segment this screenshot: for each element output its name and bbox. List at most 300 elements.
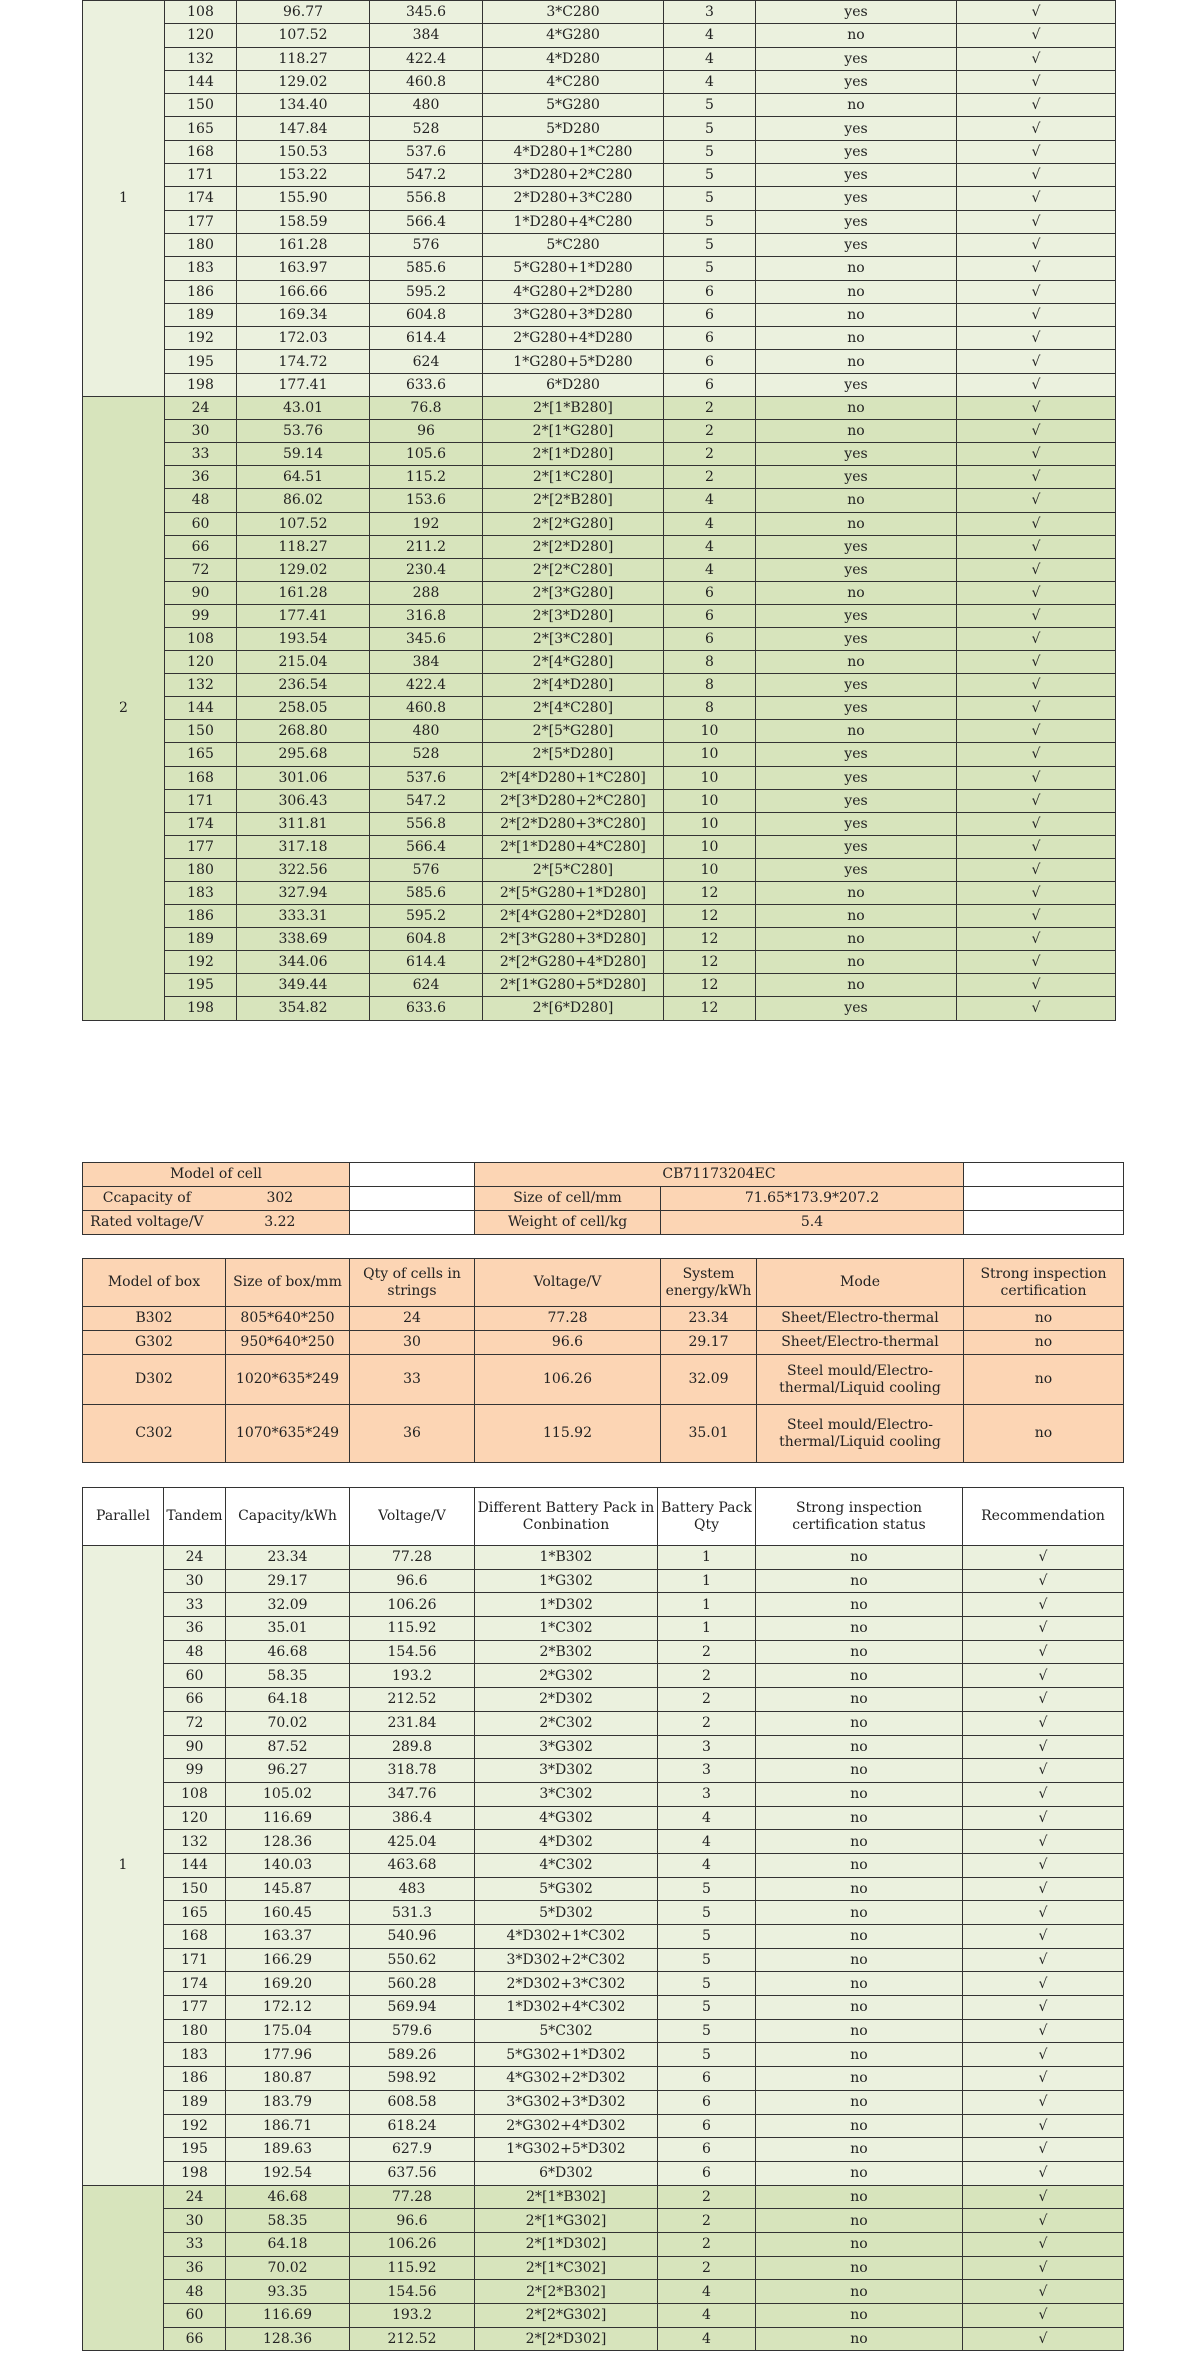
table-cell: √ — [957, 70, 1116, 93]
table-cell: 3 — [664, 1, 756, 24]
table-cell: √ — [957, 373, 1116, 396]
table-cell: √ — [957, 905, 1116, 928]
table-cell: 33 — [164, 2232, 226, 2256]
table-cell: 189 — [165, 928, 237, 951]
table-cell: 2*G280+4*D280 — [483, 327, 664, 350]
table-cell: 163.37 — [226, 1925, 350, 1949]
table-cell: 70.02 — [226, 1711, 350, 1735]
table-cell: 4 — [658, 2327, 756, 2351]
table-cell: 1*D302+4*C302 — [475, 1996, 658, 2020]
table-cell: 2 — [664, 443, 756, 466]
table-cell: 30 — [165, 420, 237, 443]
table-cell: 132 — [165, 47, 237, 70]
table-cell: 6 — [658, 2067, 756, 2091]
table-cell: √ — [957, 951, 1116, 974]
table-cell: no — [756, 905, 957, 928]
table-row — [83, 674, 1116, 697]
table-cell: 1*G280+5*D280 — [483, 350, 664, 373]
table-cell: yes — [756, 858, 957, 881]
table-cell: 183 — [165, 257, 237, 280]
column-header: Capacity/kWh — [226, 1488, 350, 1546]
table-cell: 161.28 — [237, 581, 370, 604]
parallel-group-cell: 1 — [83, 1546, 164, 2186]
box-row — [83, 1355, 1124, 1405]
table-cell: 569.94 — [350, 1996, 475, 2020]
table-row — [83, 1853, 1124, 1877]
table-cell: √ — [963, 2138, 1124, 2162]
table-cell: no — [756, 1569, 963, 1593]
table-row — [83, 512, 1116, 535]
table-row — [83, 858, 1116, 881]
table-cell: 480 — [370, 94, 483, 117]
table-cell: 2*C302 — [475, 1711, 658, 1735]
table-cell: √ — [957, 835, 1116, 858]
table-cell: 129.02 — [237, 70, 370, 93]
table-cell: 30 — [350, 1331, 475, 1355]
table-cell: 192 — [165, 327, 237, 350]
table-cell: 168 — [165, 140, 237, 163]
table-cell: 105.6 — [370, 443, 483, 466]
table-cell: 6 — [664, 604, 756, 627]
table-cell: no — [964, 1307, 1124, 1331]
table-cell: 5*G280 — [483, 94, 664, 117]
table-row — [83, 257, 1116, 280]
table-row — [83, 443, 1116, 466]
table-cell: 579.6 — [350, 2019, 475, 2043]
table-cell: 2*G302 — [475, 1664, 658, 1688]
table-cell: 2*D280+3*C280 — [483, 187, 664, 210]
table-cell: √ — [957, 420, 1116, 443]
column-header: System energy/kWh — [661, 1259, 757, 1307]
table-cell: 24 — [350, 1307, 475, 1331]
table-cell: yes — [756, 766, 957, 789]
table-row — [83, 2138, 1124, 2162]
table-cell: yes — [756, 466, 957, 489]
table-row — [83, 1640, 1124, 1664]
table-cell: 322.56 — [237, 858, 370, 881]
table-cell: 604.8 — [370, 928, 483, 951]
table-cell: √ — [957, 257, 1116, 280]
table-cell: 633.6 — [370, 997, 483, 1020]
table-row — [83, 70, 1116, 93]
table-cell: no — [756, 489, 957, 512]
table-row — [83, 535, 1116, 558]
table-cell: no — [756, 2138, 963, 2162]
table-cell: √ — [957, 466, 1116, 489]
table-cell: √ — [957, 140, 1116, 163]
table-cell: no — [756, 303, 957, 326]
table-cell: 585.6 — [370, 882, 483, 905]
table-cell: yes — [756, 1, 957, 24]
table-cell: 2*[1*D302] — [475, 2232, 658, 2256]
table-cell: 1 — [658, 1569, 756, 1593]
table-row — [83, 2090, 1124, 2114]
table-cell: 460.8 — [370, 697, 483, 720]
table-cell: √ — [957, 535, 1116, 558]
table-cell: 174 — [165, 812, 237, 835]
table-cell: 5 — [658, 1901, 756, 1925]
table-cell: 33 — [350, 1355, 475, 1405]
table-cell: 60 — [165, 512, 237, 535]
table-cell: 5 — [664, 94, 756, 117]
table-cell: no — [756, 2304, 963, 2328]
table-cell: Steel mould/Electro-thermal/Liquid cooling — [757, 1405, 964, 1463]
column-header: Tandem — [164, 1488, 226, 1546]
table-cell: √ — [957, 327, 1116, 350]
table-cell: 333.31 — [237, 905, 370, 928]
table-cell: 3 — [658, 1782, 756, 1806]
table-cell: 288 — [370, 581, 483, 604]
table-cell: 154.56 — [350, 1640, 475, 1664]
table-cell: 1020*635*249 — [226, 1355, 350, 1405]
table-cell: 174 — [165, 187, 237, 210]
table-cell: 2 — [658, 1640, 756, 1664]
table-cell: 77.28 — [350, 2185, 475, 2209]
table-cell: 589.26 — [350, 2043, 475, 2067]
table-cell: 2 — [658, 2232, 756, 2256]
cell-size-value: 71.65*173.9*207.2 — [661, 1187, 964, 1211]
table-cell: 301.06 — [237, 766, 370, 789]
table-cell: 608.58 — [350, 2090, 475, 2114]
cell-weight-label: Weight of cell/kg — [475, 1211, 661, 1235]
table-cell: √ — [957, 974, 1116, 997]
table-row — [83, 1925, 1124, 1949]
table-cell: yes — [756, 535, 957, 558]
table-cell: 66 — [165, 535, 237, 558]
table-cell: 316.8 — [370, 604, 483, 627]
table-cell: no — [756, 720, 957, 743]
table-cell: 172.03 — [237, 327, 370, 350]
table-cell: no — [964, 1405, 1124, 1463]
table-cell: no — [756, 1972, 963, 1996]
table-cell: yes — [756, 604, 957, 627]
table-cell: √ — [957, 489, 1116, 512]
table-cell: 2*[1*D280+4*C280] — [483, 835, 664, 858]
table-cell: √ — [963, 1830, 1124, 1854]
table-cell: 108 — [165, 1, 237, 24]
table-cell: √ — [963, 2043, 1124, 2067]
table-cell: √ — [963, 1901, 1124, 1925]
table-row — [83, 117, 1116, 140]
table-cell: 86.02 — [237, 489, 370, 512]
table-cell: yes — [756, 812, 957, 835]
table-cell: 4 — [658, 1853, 756, 1877]
table-cell: √ — [957, 443, 1116, 466]
table-cell: 183 — [164, 2043, 226, 2067]
table-cell: 805*640*250 — [226, 1307, 350, 1331]
table-cell: 155.90 — [237, 187, 370, 210]
table-cell: 134.40 — [237, 94, 370, 117]
table-cell: 318.78 — [350, 1759, 475, 1783]
table-cell: √ — [957, 651, 1116, 674]
table-cell: 150 — [165, 94, 237, 117]
column-header: Recommendation — [963, 1488, 1124, 1546]
table-cell: 6 — [664, 280, 756, 303]
table-cell: 23.34 — [661, 1307, 757, 1331]
table-cell: 531.3 — [350, 1901, 475, 1925]
table-cell: 192 — [164, 2114, 226, 2138]
table-cell: 2*[3*G280+3*D280] — [483, 928, 664, 951]
battery-combination-table-302 — [82, 1487, 1124, 2351]
table-cell: 598.92 — [350, 2067, 475, 2091]
table-cell: 212.52 — [350, 1688, 475, 1712]
table-cell: 422.4 — [370, 47, 483, 70]
table-cell: 99 — [164, 1759, 226, 1783]
table-row — [83, 812, 1116, 835]
table-row — [83, 905, 1116, 928]
table-cell: yes — [756, 210, 957, 233]
table-cell: √ — [957, 397, 1116, 420]
table-cell: 169.34 — [237, 303, 370, 326]
table-cell: 4 — [658, 1830, 756, 1854]
table-cell: 2*[2*D280] — [483, 535, 664, 558]
table-cell: 174.72 — [237, 350, 370, 373]
table-cell: √ — [957, 94, 1116, 117]
table-cell: 10 — [664, 720, 756, 743]
table-cell: 93.35 — [226, 2280, 350, 2304]
table-cell: yes — [756, 70, 957, 93]
table-cell: √ — [963, 2090, 1124, 2114]
table-row — [83, 1901, 1124, 1925]
table-cell: √ — [957, 997, 1116, 1020]
table-cell: 344.06 — [237, 951, 370, 974]
table-cell: √ — [963, 1664, 1124, 1688]
table-row — [83, 558, 1116, 581]
table-cell: G302 — [83, 1331, 226, 1355]
table-cell: 2*[2*C280] — [483, 558, 664, 581]
table-row — [83, 2327, 1124, 2351]
table-cell: 72 — [164, 1711, 226, 1735]
table-cell: Steel mould/Electro-thermal/Liquid cooling — [757, 1355, 964, 1405]
table-cell: B302 — [83, 1307, 226, 1331]
table-row — [83, 1830, 1124, 1854]
table-row — [83, 928, 1116, 951]
table-row — [83, 24, 1116, 47]
table-cell: 192.54 — [226, 2161, 350, 2185]
table-cell: 295.68 — [237, 743, 370, 766]
table-cell: 2 — [658, 2209, 756, 2233]
table-cell: 198 — [165, 373, 237, 396]
table-cell: √ — [957, 117, 1116, 140]
table-cell: 5*C280 — [483, 233, 664, 256]
box-row — [83, 1405, 1124, 1463]
table-cell: √ — [957, 350, 1116, 373]
box-header-row — [83, 1259, 1124, 1307]
table-row — [83, 2067, 1124, 2091]
table-cell: √ — [957, 674, 1116, 697]
table-cell: 150.53 — [237, 140, 370, 163]
table-cell: 174 — [164, 1972, 226, 1996]
table-cell: 4*G302+2*D302 — [475, 2067, 658, 2091]
table-cell: 171 — [164, 1948, 226, 1972]
table-cell: √ — [957, 928, 1116, 951]
table-row — [83, 327, 1116, 350]
table-cell: √ — [963, 2304, 1124, 2328]
table-row — [83, 140, 1116, 163]
table-cell: D302 — [83, 1355, 226, 1405]
table-cell: 637.56 — [350, 2161, 475, 2185]
table-row — [83, 2209, 1124, 2233]
table-cell: 106.26 — [475, 1355, 661, 1405]
table-cell: 6 — [664, 303, 756, 326]
table-cell: 6 — [664, 627, 756, 650]
table-row — [83, 397, 1116, 420]
table-row — [83, 210, 1116, 233]
table-cell: 180 — [165, 233, 237, 256]
table-cell: 2*B302 — [475, 1640, 658, 1664]
parallel-group-cell: 1 — [83, 1, 165, 397]
box-row — [83, 1307, 1124, 1331]
table-cell: no — [756, 882, 957, 905]
table-cell: 193.2 — [350, 2304, 475, 2328]
table-cell: 180 — [165, 858, 237, 881]
table-cell: 614.4 — [370, 951, 483, 974]
table-cell: 186.71 — [226, 2114, 350, 2138]
box-row — [83, 1331, 1124, 1355]
table-cell: 154.56 — [350, 2280, 475, 2304]
table-cell: yes — [756, 697, 957, 720]
table-cell: 24 — [165, 397, 237, 420]
table-row — [83, 2114, 1124, 2138]
table-cell: no — [756, 1901, 963, 1925]
table-row — [83, 651, 1116, 674]
table-cell: 4 — [658, 2304, 756, 2328]
table-cell: 6 — [664, 373, 756, 396]
table-cell: 3*C280 — [483, 1, 664, 24]
table-cell: 59.14 — [237, 443, 370, 466]
table-cell: no — [756, 24, 957, 47]
column-header: Parallel — [83, 1488, 164, 1546]
table-cell: 193.2 — [350, 1664, 475, 1688]
table-cell: 48 — [164, 1640, 226, 1664]
table-row — [83, 604, 1116, 627]
table-cell: 556.8 — [370, 812, 483, 835]
table-cell: 3*D302 — [475, 1759, 658, 1783]
table-cell: 198 — [165, 997, 237, 1020]
table-cell: 72 — [165, 558, 237, 581]
table-cell: √ — [963, 1853, 1124, 1877]
table-cell: 4*D280+1*C280 — [483, 140, 664, 163]
table-cell: no — [756, 1593, 963, 1617]
table-cell: 1*D302 — [475, 1593, 658, 1617]
table-row — [83, 373, 1116, 396]
table-cell: 2 — [658, 1664, 756, 1688]
table-cell: 150 — [164, 1877, 226, 1901]
table-cell: no — [756, 512, 957, 535]
table-cell: 2 — [658, 1688, 756, 1712]
table-cell: no — [756, 94, 957, 117]
table-cell: 2 — [664, 466, 756, 489]
table-cell: no — [756, 1759, 963, 1783]
cell-capacity-label: Ccapacity of 302 — [83, 1187, 350, 1211]
table-cell: 66 — [164, 2327, 226, 2351]
table-cell: 147.84 — [237, 117, 370, 140]
table-cell: 172.12 — [226, 1996, 350, 2020]
table-cell: 2*[6*D280] — [483, 997, 664, 1020]
table-cell: √ — [957, 812, 1116, 835]
table-cell: √ — [957, 210, 1116, 233]
table-row — [83, 280, 1116, 303]
table-cell: 6 — [658, 2138, 756, 2162]
table-cell: no — [756, 2327, 963, 2351]
table-cell: 2*[5*C280] — [483, 858, 664, 881]
table-cell: 107.52 — [237, 512, 370, 535]
table-row — [83, 951, 1116, 974]
table-cell: 108 — [165, 627, 237, 650]
table-cell: 384 — [370, 24, 483, 47]
table-cell: no — [756, 1806, 963, 1830]
table-cell: 29.17 — [226, 1569, 350, 1593]
table-cell: 46.68 — [226, 1640, 350, 1664]
table-cell: 5 — [658, 1877, 756, 1901]
table-cell: 158.59 — [237, 210, 370, 233]
table-cell: 33 — [164, 1593, 226, 1617]
table-row — [83, 2019, 1124, 2043]
table-cell: 2*[4*C280] — [483, 697, 664, 720]
table-cell: 183.79 — [226, 2090, 350, 2114]
table-cell: 189 — [165, 303, 237, 326]
table-cell: 231.84 — [350, 1711, 475, 1735]
table-row — [83, 1996, 1124, 2020]
table-cell: Sheet/Electro-thermal — [757, 1331, 964, 1355]
table-row — [83, 420, 1116, 443]
table-cell: 58.35 — [226, 2209, 350, 2233]
table-cell: 165 — [165, 743, 237, 766]
table-cell: 2 — [658, 2185, 756, 2209]
table-cell: 1*B302 — [475, 1546, 658, 1570]
table-cell: 77.28 — [350, 1546, 475, 1570]
table-cell: 5 — [658, 2019, 756, 2043]
table-cell: √ — [957, 303, 1116, 326]
table-cell: 4*C302 — [475, 1853, 658, 1877]
table-cell: 168 — [164, 1925, 226, 1949]
table-cell: 99 — [165, 604, 237, 627]
table-cell: 345.6 — [370, 627, 483, 650]
table-cell: 160.45 — [226, 1901, 350, 1925]
table-cell: 4*D280 — [483, 47, 664, 70]
table-cell: 90 — [165, 581, 237, 604]
column-header: Model of box — [83, 1259, 226, 1307]
table-cell: no — [756, 2043, 963, 2067]
table-cell: 2*[3*G280] — [483, 581, 664, 604]
table-cell: 5 — [664, 117, 756, 140]
table-row — [83, 2161, 1124, 2185]
table-cell: √ — [957, 627, 1116, 650]
table-cell: no — [756, 350, 957, 373]
table-cell: √ — [963, 1735, 1124, 1759]
table-cell: 128.36 — [226, 1830, 350, 1854]
table-cell: 2*[2*B302] — [475, 2280, 658, 2304]
table-cell: 4 — [664, 47, 756, 70]
table-cell: 595.2 — [370, 280, 483, 303]
table-cell: no — [964, 1331, 1124, 1355]
table-row — [83, 627, 1116, 650]
table-cell: 2*[4*D280+1*C280] — [483, 766, 664, 789]
cell-model-value: CB71173204EC — [475, 1163, 964, 1187]
table-cell: 4 — [664, 70, 756, 93]
table-cell: 327.94 — [237, 882, 370, 905]
table-cell: 1*C302 — [475, 1617, 658, 1641]
table-cell: √ — [957, 512, 1116, 535]
table-cell: 32.09 — [226, 1593, 350, 1617]
table-cell: √ — [963, 1688, 1124, 1712]
table-cell: 53.76 — [237, 420, 370, 443]
table-cell: no — [756, 1853, 963, 1877]
table-cell: 165 — [165, 117, 237, 140]
cell-size-label: Size of cell/mm — [475, 1187, 661, 1211]
table-cell: 48 — [164, 2280, 226, 2304]
table-cell: 540.96 — [350, 1925, 475, 1949]
